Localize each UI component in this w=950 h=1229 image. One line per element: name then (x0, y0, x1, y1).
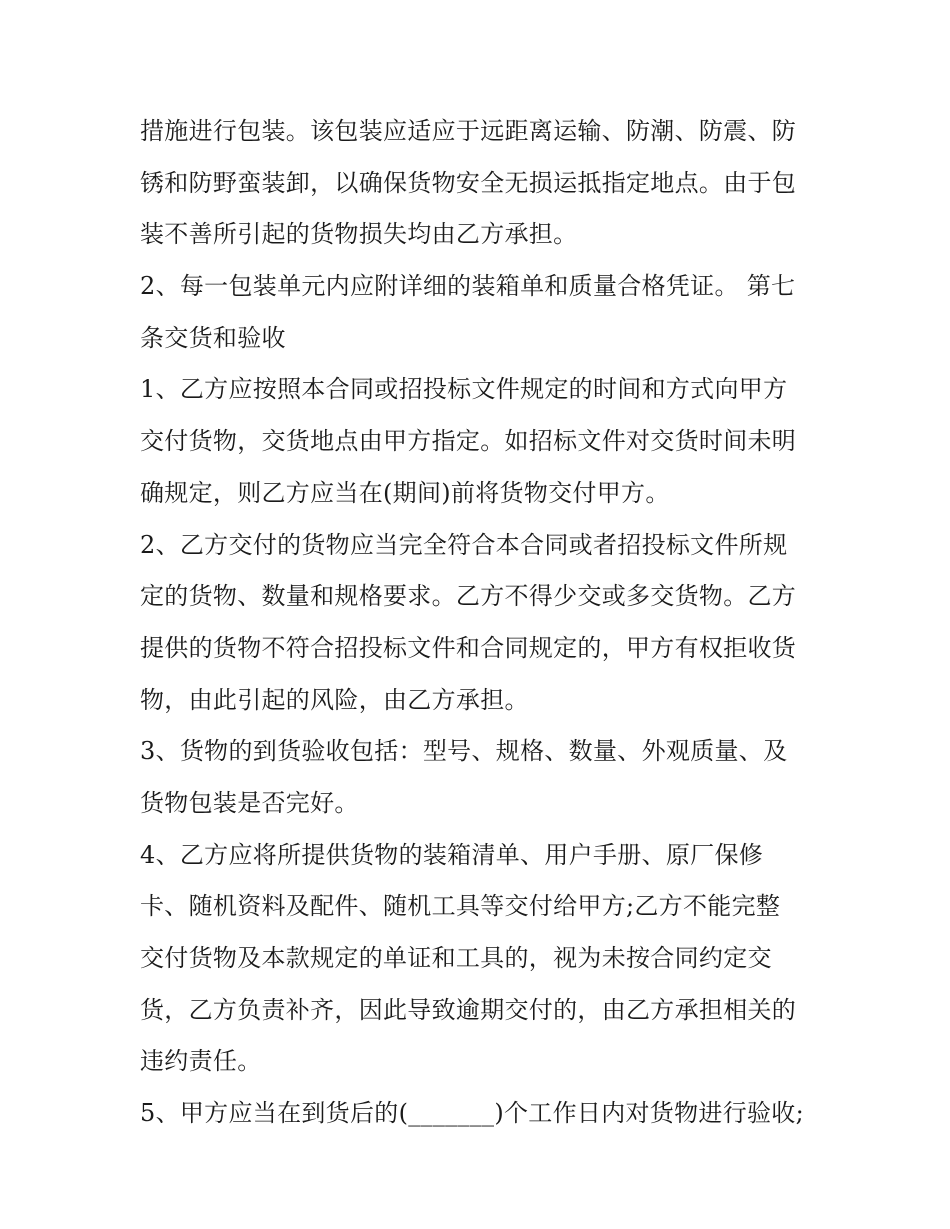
text-line: 4、乙方应将所提供货物的装箱清单、用户手册、原厂保修 (140, 840, 764, 869)
text-line: 定的货物、数量和规格要求。乙方不得少交或多交货物。乙方 (140, 582, 797, 611)
text-line: 条交货和验收 (140, 323, 286, 352)
text-line: 货物包装是否完好。 (140, 788, 359, 817)
text-line: 装不善所引起的货物损失均由乙方承担。 (140, 220, 578, 249)
text-line: 交付货物及本款规定的单证和工具的，视为未按合同约定交 (140, 944, 772, 972)
text-line: 物，由此引起的风险，由乙方承担。 (140, 685, 529, 714)
text-line: 2、每一包装单元内应附详细的装箱单和质量合格凭证。 第七 (140, 272, 796, 301)
text-line: 3、货物的到货验收包括：型号、规格、数量、外观质量、及 (140, 737, 788, 766)
text-line: 货，乙方负责补齐，因此导致逾期交付的，由乙方承担相关的 (140, 995, 797, 1024)
text-line: 违约责任。 (140, 1047, 262, 1076)
text-line: 卡、随机资料及配件、随机工具等交付给甲方;乙方不能完整 (140, 892, 781, 921)
text-line: 锈和防野蛮装卸，以确保货物安全无损运抵指定地点。由于包 (140, 168, 797, 197)
text-line: 5、甲方应当在到货后的(_______)个工作日内对货物进行验收; (140, 1099, 804, 1128)
text-line: 2、乙方交付的货物应当完全符合本合同或者招投标文件所规 (140, 530, 788, 559)
text-line: 措施进行包装。该包装应适应于远距离运输、防潮、防震、防 (140, 117, 797, 145)
text-line: 1、乙方应按照本合同或招投标文件规定的时间和方式向甲方 (140, 375, 788, 404)
text-line: 交付货物，交货地点由甲方指定。如招标文件对交货时间未明 (140, 427, 797, 456)
text-line: 提供的货物不符合招投标文件和合同规定的，甲方有权拒收货 (140, 633, 797, 662)
contract-text-block (140, 106, 820, 1140)
text-line: 确规定，则乙方应当在(期间)前将货物交付甲方。 (140, 478, 670, 507)
